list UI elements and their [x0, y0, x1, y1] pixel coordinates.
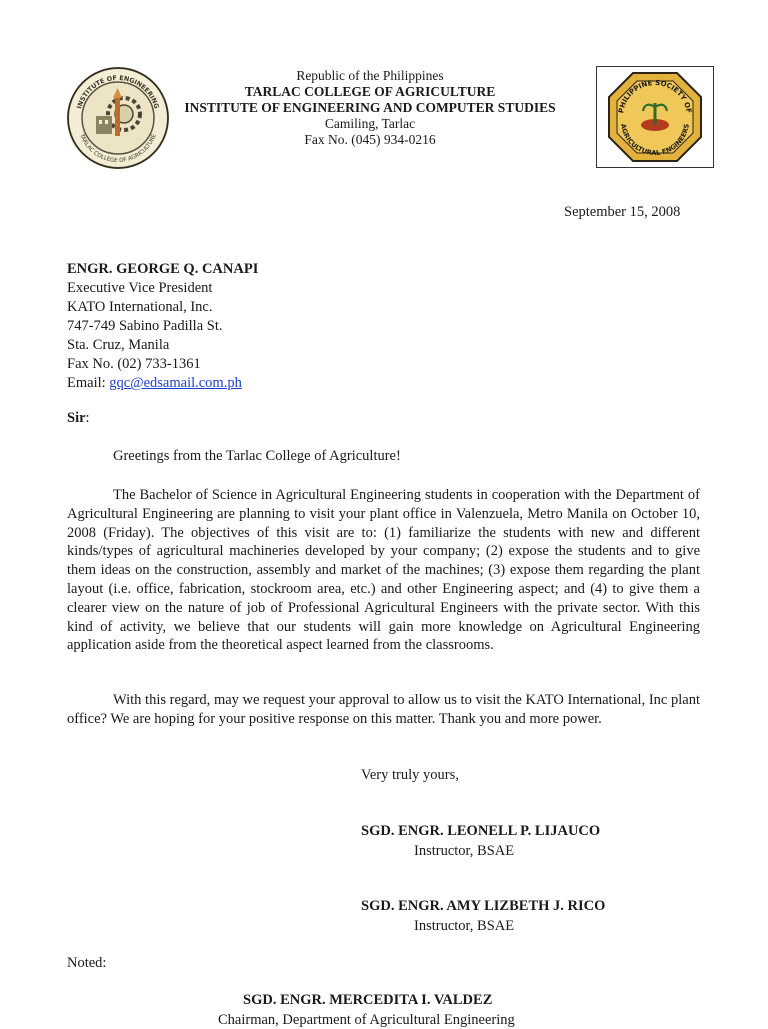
recipient-title: Executive Vice President — [67, 280, 213, 296]
letterhead-location: Camiling, Tarlac — [324, 116, 416, 131]
recipient-email-link[interactable]: gqc@edsamail.com.ph — [109, 375, 242, 391]
letter-date: September 15, 2008 — [564, 204, 681, 220]
letterhead-country: Republic of the Philippines — [296, 68, 444, 83]
signatory-2-title: Instructor, BSAE — [414, 918, 515, 934]
svg-text:INSTITUTE OF ENGINEERING: INSTITUTE OF ENGINEERING — [75, 73, 161, 110]
recipient-address — [67, 260, 258, 393]
svg-text:PHILIPPINE SOCIETY OF: PHILIPPINE SOCIETY OF — [617, 78, 693, 114]
signatory-1-title: Instructor, BSAE — [414, 843, 515, 859]
salutation-text: Sir — [67, 410, 86, 426]
body-paragraph-1: The Bachelor of Science in Agricultural Engineering students in cooperation with the Department of Agricultural Engineering are planning to visit your plant office in Valenzuela, Metro Manila on October 10, 2008 (Friday). The objectives of this visit are to: (1) familiarize the students with new and different kinds/types of agricultural machineries developed by your company; (2) expose the students and to give them ideas on the construction, assembly and market of the machines; (3) expose them regarding the plant layout (i.e. office, fabrication, stockroom area, etc.) and other Engineering aspect; and (4) to give them a clearer view on the nature of job of Professional Agricultural Engineers with the private sector. With this kind of activity, we believe that our students will gain more knowledge on Agricultural Engineering application aside from the theoretical aspect learned from the classrooms. — [67, 487, 700, 654]
signatory-2-name: SGD. ENGR. AMY LIZBETH J. RICO — [361, 898, 606, 914]
recipient-email-label: Email: — [67, 375, 110, 391]
recipient-company: KATO International, Inc. — [67, 299, 213, 315]
noted-label: Noted: — [67, 955, 107, 971]
institute-engineering-seal-logo — [66, 66, 170, 170]
salutation — [67, 410, 90, 427]
recipient-name: ENGR. GEORGE Q. CANAPI — [67, 261, 259, 277]
letterhead-fax: Fax No. (045) 934-0216 — [304, 132, 436, 147]
letterhead-college: TARLAC COLLEGE OF AGRICULTURE — [244, 84, 496, 99]
letterhead-institute: INSTITUTE OF ENGINEERING AND COMPUTER STUDIES — [184, 100, 556, 115]
recipient-street: 747-749 Sabino Padilla St. — [67, 318, 223, 334]
body-paragraph-2: With this regard, may we request your approval to allow us to visit the KATO International, Inc plant office? We are hoping for your positive response on this matter. Thank you and more power. — [67, 692, 700, 727]
salutation-colon: : — [85, 410, 90, 426]
recipient-fax: Fax No. (02) 733-1361 — [67, 356, 201, 372]
noted-by-title: Chairman, Department of Agricultural Engineering — [218, 1012, 515, 1028]
svg-text:TARLAC COLLEGE OF AGRICULTURE: TARLAC COLLEGE OF AGRICULTURE — [78, 133, 158, 165]
recipient-city: Sta. Cruz, Manila — [67, 337, 170, 353]
signatory-1-name: SGD. ENGR. LEONELL P. LIJAUCO — [361, 823, 601, 839]
psae-seal-logo — [596, 66, 714, 168]
closing: Very truly yours, — [361, 767, 459, 783]
recipient-email-line — [67, 374, 258, 393]
letterhead — [180, 68, 560, 148]
greeting: Greetings from the Tarlac College of Agriculture! — [113, 448, 401, 464]
svg-text:AGRICULTURAL ENGINEERS: AGRICULTURAL ENGINEERS — [619, 123, 691, 158]
noted-by-name: SGD. ENGR. MERCEDITA I. VALDEZ — [243, 992, 493, 1008]
